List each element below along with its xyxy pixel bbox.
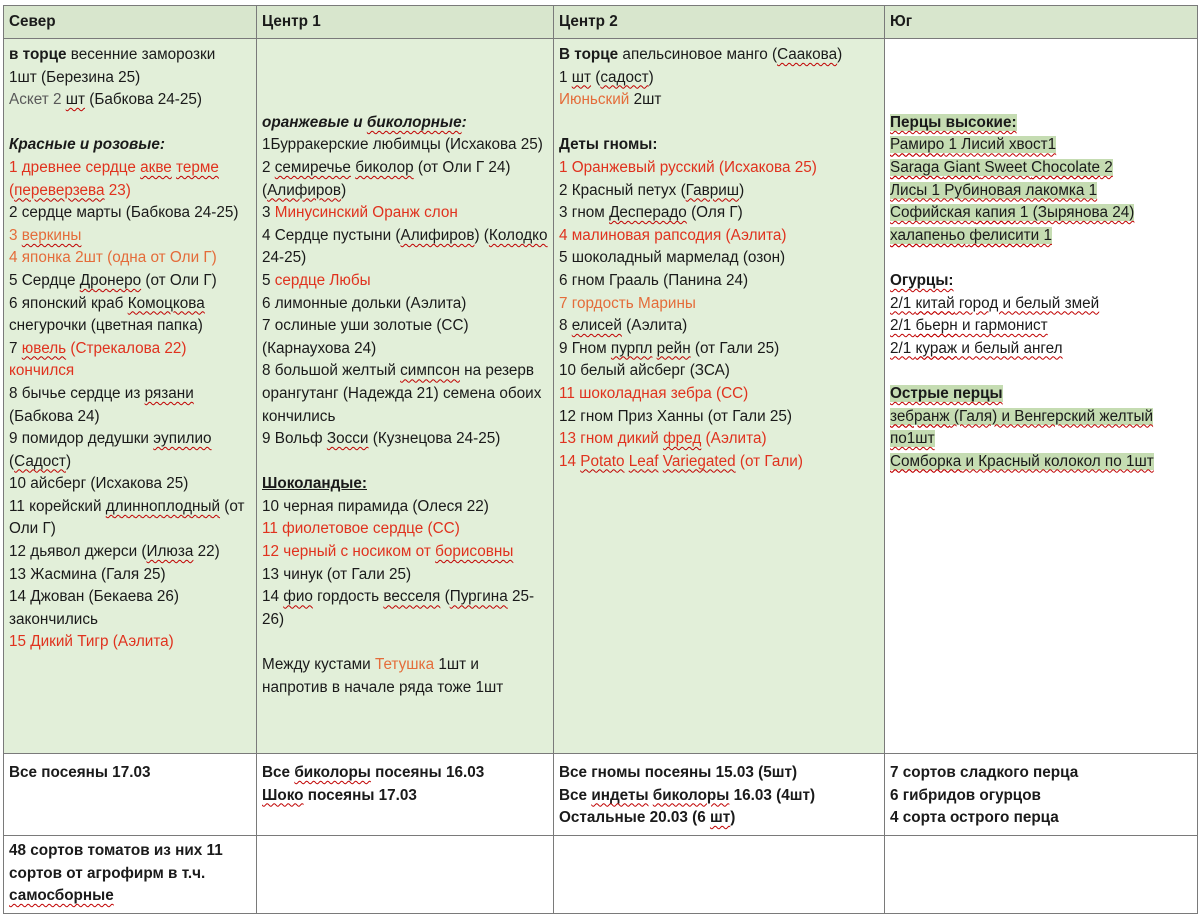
list-item: Софийская капия 1 (Зырянова 24) bbox=[890, 204, 1135, 222]
list-item: 7 ослиные уши золотые (СС) (Карнаухова 24) bbox=[262, 317, 469, 357]
footer-yug bbox=[885, 836, 1198, 914]
list-item: 5 сердце Любы bbox=[262, 271, 371, 289]
list-item: халапеньо фелисити 1 bbox=[890, 226, 1052, 244]
centr1-cell bbox=[257, 39, 554, 754]
list-item: Июньский 2шт bbox=[559, 91, 662, 109]
list-item: 1Бурракерские любимцы (Исхакова 25) bbox=[262, 136, 543, 154]
summary-centr2: Все гномы посеяны 15.03 (5шт) Все индеты биколоры 16.03 (4шт) Остальные 20.03 (6 шт) bbox=[554, 754, 885, 836]
list-item: 11 фиолетовое сердце (СС) bbox=[262, 520, 460, 538]
list-item: 4 Сердце пустыни (Алифиров) (Колодко 24-25) bbox=[262, 226, 548, 267]
list-item: 12 черный с носиком от борисовны bbox=[262, 543, 514, 561]
list-item: зебранж (Галя) и Венгерский желтый по1шт bbox=[890, 407, 1154, 448]
list-item: 12 дьявол джерси (Илюза 22) bbox=[9, 543, 220, 561]
header-yug: Юг bbox=[885, 6, 1198, 39]
list-item: 1 Оранжевый русский (Исхакова 25) bbox=[559, 158, 817, 176]
list-item: 13 гном дикий фред (Аэлита) bbox=[559, 430, 767, 448]
list-item: 6 гном Грааль (Панина 24) bbox=[559, 271, 749, 289]
list-item: 9 Вольф Зосси (Кузнецова 24-25) bbox=[262, 430, 501, 448]
sever-cell bbox=[4, 39, 257, 754]
list-item: 4 японка 2шт (одна от Оли Г) bbox=[9, 249, 217, 267]
yug-cell bbox=[885, 39, 1198, 754]
centr2-cell bbox=[554, 39, 885, 754]
summary-sever: Все посеяны 17.03 bbox=[4, 754, 257, 836]
list-item: Saraga Giant Sweet Chocolate 2 bbox=[890, 158, 1113, 176]
list-item: Аскет 2 шт (Бабкова 24-25) bbox=[9, 91, 202, 109]
section-heading: оранжевые и биколорные: bbox=[262, 113, 467, 131]
list-item: 2/1 бьерн и гармонист bbox=[890, 317, 1048, 335]
list-item: 3 гном Десперадо (Оля Г) bbox=[559, 204, 743, 222]
list-item: 10 белый айсберг (ЗСА) bbox=[559, 362, 730, 380]
footer-centr1 bbox=[257, 836, 554, 914]
list-item: 12 гном Приз Ханны (от Гали 25) bbox=[559, 407, 793, 425]
list-item: 1шт (Березина 25) bbox=[9, 68, 141, 86]
list-item: 9 Гном пурпл рейн (от Гали 25) bbox=[559, 339, 780, 357]
list-item: 13 Жасмина (Галя 25) bbox=[9, 565, 166, 583]
footer-row bbox=[4, 836, 1198, 914]
list-item: 4 малиновая рапсодия (Аэлита) bbox=[559, 226, 787, 244]
summary-row bbox=[4, 754, 1198, 836]
list-item: 8 бычье сердце из рязани (Бабкова 24) bbox=[9, 384, 194, 425]
list-item: 9 помидор дедушки эупилио (Садост) bbox=[9, 430, 212, 470]
list-item: Сомборка и Красный колокол по 1шт bbox=[890, 452, 1154, 470]
list-item: в торце весенние заморозки bbox=[9, 46, 216, 63]
list-item: 3 Минусинский Оранж слон bbox=[262, 204, 458, 222]
content-row bbox=[4, 39, 1198, 754]
footer-centr2 bbox=[554, 836, 885, 914]
list-item: 5 шоколадный мармелад (озон) bbox=[559, 249, 786, 267]
list-item: 14 Potato Leaf Variegated (от Гали) bbox=[559, 452, 803, 470]
planting-table bbox=[3, 5, 1198, 914]
list-item: 2 семиречье биколор (от Оли Г 24) (Алифиров) bbox=[262, 158, 511, 199]
footer-sever: 48 сортов томатов из них 11 сортов от агрофирм в т.ч. самосборные bbox=[4, 836, 257, 914]
summary-centr1: Все биколоры посеяны 16.03 Шоко посеяны 17.03 bbox=[257, 754, 554, 836]
list-item: 7 ювель (Стрекалова 22) кончился bbox=[9, 339, 187, 380]
list-item: 2/1 китай город и белый змей bbox=[890, 294, 1100, 312]
section-heading: Деты гномы: bbox=[559, 136, 658, 154]
list-item: 2/1 кураж и белый ангел bbox=[890, 339, 1063, 357]
list-item: 10 айсберг (Исхакова 25) bbox=[9, 475, 189, 493]
section-heading: Перцы высокие: bbox=[890, 113, 1017, 131]
header-row bbox=[4, 6, 1198, 39]
list-item: 3 веркины bbox=[9, 226, 82, 244]
list-item: 11 шоколадная зебра (СС) bbox=[559, 384, 749, 402]
list-item: 1 шт (садост) bbox=[559, 68, 654, 86]
list-item: 13 чинук (от Гали 25) bbox=[262, 565, 412, 583]
list-item: 14 фио гордость весселя (Пургина 25-26) bbox=[262, 588, 535, 628]
note-text: Между кустами Тетушка 1шт и напротив в начале ряда тоже 1шт bbox=[262, 656, 504, 696]
list-item: 7 гордость Марины bbox=[559, 294, 696, 312]
summary-yug: 7 сортов сладкого перца 6 гибридов огурцов 4 сорта острого перца bbox=[885, 754, 1198, 836]
list-item: 10 черная пирамида (Олеся 22) bbox=[262, 497, 489, 515]
list-item: 5 Сердце Дронеро (от Оли Г) bbox=[9, 271, 217, 289]
list-item: В торце апельсиновое манго (Саакова) bbox=[559, 46, 843, 63]
list-item: 11 корейский длинноплодный (от Оли Г) bbox=[9, 497, 245, 538]
list-item: 15 Дикий Тигр (Аэлита) bbox=[9, 633, 174, 651]
header-centr2: Центр 2 bbox=[554, 6, 885, 39]
list-item: 2 сердце марты (Бабкова 24-25) bbox=[9, 204, 239, 222]
section-heading: Огурцы: bbox=[890, 271, 954, 289]
list-item: 6 лимонные дольки (Аэлита) bbox=[262, 294, 467, 312]
list-item: 1 древнее сердце акве терме bbox=[9, 158, 219, 176]
list-item: 8 большой желтый симпсон на резерв орангутанг (Надежда 21) семена обоих кончились bbox=[262, 362, 542, 425]
list-item: 6 японский краб Комоцкова снегурочки (цветная папка) bbox=[9, 294, 205, 335]
section-heading: Шоколандые: bbox=[262, 475, 367, 493]
list-item: 2 Красный петух (Гавриш) bbox=[559, 181, 745, 199]
header-centr1: Центр 1 bbox=[257, 6, 554, 39]
section-heading: Красные и розовые: bbox=[9, 136, 165, 154]
header-sever: Север bbox=[4, 6, 257, 39]
list-item: (переверзева 23) bbox=[9, 181, 131, 199]
list-item: 14 Джован (Бекаева 26) закончились bbox=[9, 588, 180, 628]
section-heading: Острые перцы bbox=[890, 384, 1003, 402]
list-item: Лисы 1 Рубиновая лакомка 1 bbox=[890, 181, 1098, 199]
list-item: 8 елисей (Аэлита) bbox=[559, 317, 688, 335]
list-item: Рамиро 1 Лисий хвост1 bbox=[890, 136, 1057, 154]
